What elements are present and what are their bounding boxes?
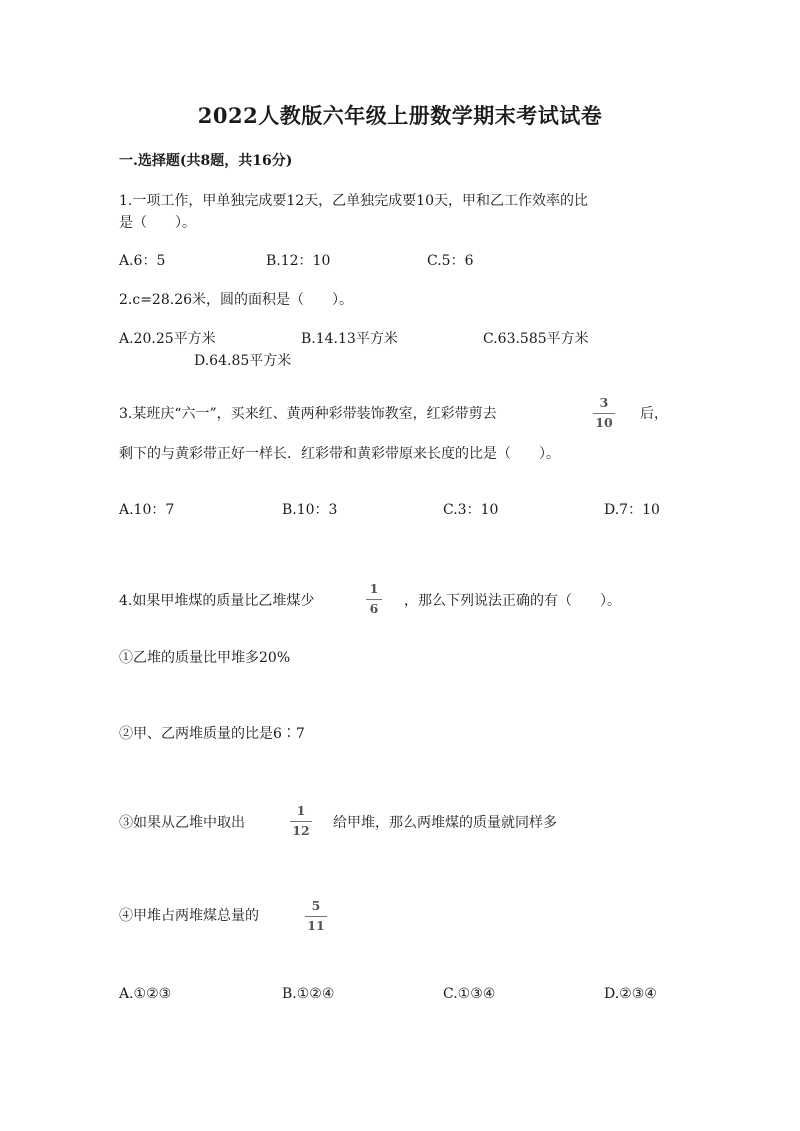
fraction-denominator: 10	[595, 414, 613, 430]
question-2-line-1: 2.c=28.26米，圆的面积是（ ）。	[119, 292, 354, 308]
fraction-bar	[593, 413, 615, 414]
question-4-statement-3: ③如果从乙堆中取出	[119, 815, 245, 831]
section-heading: 一.选择题(共8题，共16分)	[119, 153, 293, 169]
question-4-statement-3-fraction	[290, 805, 312, 837]
question-2-option-b[interactable]: B.14.13平方米	[301, 331, 398, 347]
fraction-numerator: 3	[599, 395, 609, 410]
question-1-option-b[interactable]: B.12：10	[266, 253, 331, 269]
question-4-fraction	[366, 583, 382, 615]
question-3-option-c[interactable]: C.3：10	[443, 502, 499, 518]
question-4-option-b[interactable]: B.①②④	[282, 986, 335, 1002]
fraction-numerator: 1	[296, 803, 306, 818]
question-4-line-1: 4.如果甲堆煤的质量比乙堆煤少	[119, 593, 315, 609]
question-4-option-a[interactable]: A.①②③	[119, 986, 172, 1002]
question-4-statement-4-fraction	[305, 900, 327, 932]
fraction-denominator: 11	[307, 917, 325, 933]
question-4-statement-4: ④甲堆占两堆煤总量的	[119, 908, 259, 924]
fraction-denominator: 12	[292, 822, 310, 838]
question-4-option-c[interactable]: C.①③④	[443, 986, 496, 1002]
fraction-bar	[366, 599, 382, 600]
question-1-line-1: 1.一项工作，甲单独完成要12天，乙单独完成要10天，甲和乙工作效率的比	[119, 193, 588, 209]
fraction-numerator: 1	[369, 581, 379, 596]
fraction-numerator: 5	[311, 898, 321, 913]
fraction-bar	[290, 821, 312, 822]
fraction-bar	[305, 916, 327, 917]
question-4-statement-2: ②甲、乙两堆质量的比是6∶7	[119, 726, 305, 742]
fraction-denominator: 6	[369, 600, 379, 616]
question-3-option-a[interactable]: A.10：7	[119, 502, 175, 518]
question-2-option-d[interactable]: D.64.85平方米	[194, 353, 292, 369]
question-4-option-d[interactable]: D.②③④	[604, 986, 657, 1002]
question-3-line-2: 剩下的与黄彩带正好一样长．红彩带和黄彩带原来长度的比是（ ）。	[119, 446, 560, 462]
question-4-statement-1: ①乙堆的质量比甲堆多20%	[119, 650, 291, 666]
question-3-option-b[interactable]: B.10：3	[282, 502, 338, 518]
question-1-line-2: 是（ ）。	[119, 215, 196, 231]
question-1-option-c[interactable]: C.5：6	[427, 253, 474, 269]
question-2-option-c[interactable]: C.63.585平方米	[483, 331, 589, 347]
question-2-option-a[interactable]: A.20.25平方米	[119, 331, 216, 347]
question-3-line-1-end: 后，	[640, 406, 668, 422]
question-3-option-d[interactable]: D.7：10	[604, 502, 660, 518]
question-3-fraction	[593, 397, 615, 429]
question-4-statement-3-end: 给甲堆，那么两堆煤的质量就同样多	[333, 815, 557, 831]
question-4-line-1-end: ，那么下列说法正确的有（ ）。	[404, 593, 621, 609]
question-3-line-1: 3.某班庆“六一”，买来红、黄两种彩带装饰教室，红彩带剪去	[119, 406, 497, 422]
page-title: 2022人教版六年级上册数学期末考试试卷	[197, 103, 603, 128]
question-1-option-a[interactable]: A.6：5	[119, 253, 166, 269]
